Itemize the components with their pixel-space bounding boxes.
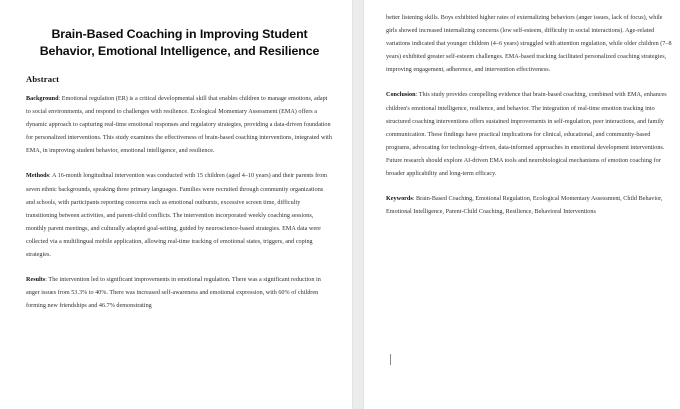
results-text: : The intervention led to significant improvements in emotional regulation. There was a significant reduction in anger issues from 53.3% to 40%. There was increased self-awareness and emotional expression, with 60% of children forming new friendships and 46.7% demonstrating xyxy=(26,277,321,310)
abstract-heading: Abstract xyxy=(26,74,60,84)
keywords-text: : Brain-Based Coaching, Emotional Regulation, Ecological Momentary Assessment, Child Behavior, Emotional Intelligence, Parent-Child Coaching, Resilience, Behavioral Interventions xyxy=(386,196,663,216)
paragraph-conclusion xyxy=(386,89,672,181)
paragraph-methods xyxy=(26,170,333,262)
paragraph-results xyxy=(26,274,333,313)
methods-text: : A 16-month longitudinal intervention was conducted with 15 children (aged 4–10 years) and their parents from seven ethnic backgrounds, speaking three primary languages. Families were recruited through community organizations and schools, with participants reporting concerns such as emotional outbursts, excessive screen time, difficulty transitioning between activities, and parent-child conflicts. The intervention incorporated weekly coaching sessions, monthly parent meetings, and culturally adapted goal-setting, guided by neuroscience-based strategies. EMA data were collected via a multilingual mobile application, allowing real-time tracking of emotional states, triggers, and coping strategies. xyxy=(26,173,328,259)
paragraph-results-continuation: better listening skills. Boys exhibited higher rates of externalizing behaviors (anger issues, lack of focus), while girls showed increased internalizing concerns (low self-esteem, difficulty in social interactions). Age-related variations indicated that younger children (4–6 years) struggled with attention regulation, while older children (7–8 years) exhibited greater self-esteem challenges. EMA-based tracking facilitated personalized coaching strategies, improving engagement, adherence, and intervention effectiveness. xyxy=(386,15,672,74)
document-page-right[interactable] xyxy=(364,0,680,409)
paragraph-background xyxy=(26,93,333,158)
methods-label: Methods xyxy=(26,173,49,180)
background-label: Background xyxy=(26,96,59,102)
page-title: Brain-Based Coaching in Improving Student Behavior, Emotional Intelligence, and Resilience xyxy=(39,27,320,58)
paragraph-keywords xyxy=(386,193,672,219)
background-text: : Emotional regulation (ER) is a critical developmental skill that enables children to manage emotions, adapt to social environments, and respond to challenges with resilience. Ecological Momentary Assessment (EMA) offers a dynamic approach to capturing real-time emotional responses and regulatory strategies, providing a data-driven foundation for personalized interventions. This study examines the effectiveness of brain-based coaching interventions, integrated with EMA, in improving student behavior, emotional intelligence, and resilience. xyxy=(26,96,332,155)
conclusion-label: Conclusion xyxy=(386,92,416,99)
conclusion-text: : This study provides compelling evidence that brain-based coaching, combined with EMA, enhances children's emotional intelligence, resilience, and behavior. The integration of real-time emotion tracking into structured coaching interventions offers sustained improvements in self-regulation, peer interactions, and family communication. These findings have practical implications for clinical, educational, and community-based programs, advocating for technology-driven, data-informed approaches in emotional development interventions. Future research should explore AI-driven EMA tools and neurobiological mechanisms of emotion coaching for broader applicability and long-term efficacy. xyxy=(386,92,667,178)
keywords-label: Keywords xyxy=(386,196,413,203)
page-gutter-divider xyxy=(352,0,364,409)
text-cursor-caret xyxy=(390,354,391,365)
results-label: Results xyxy=(26,277,46,284)
